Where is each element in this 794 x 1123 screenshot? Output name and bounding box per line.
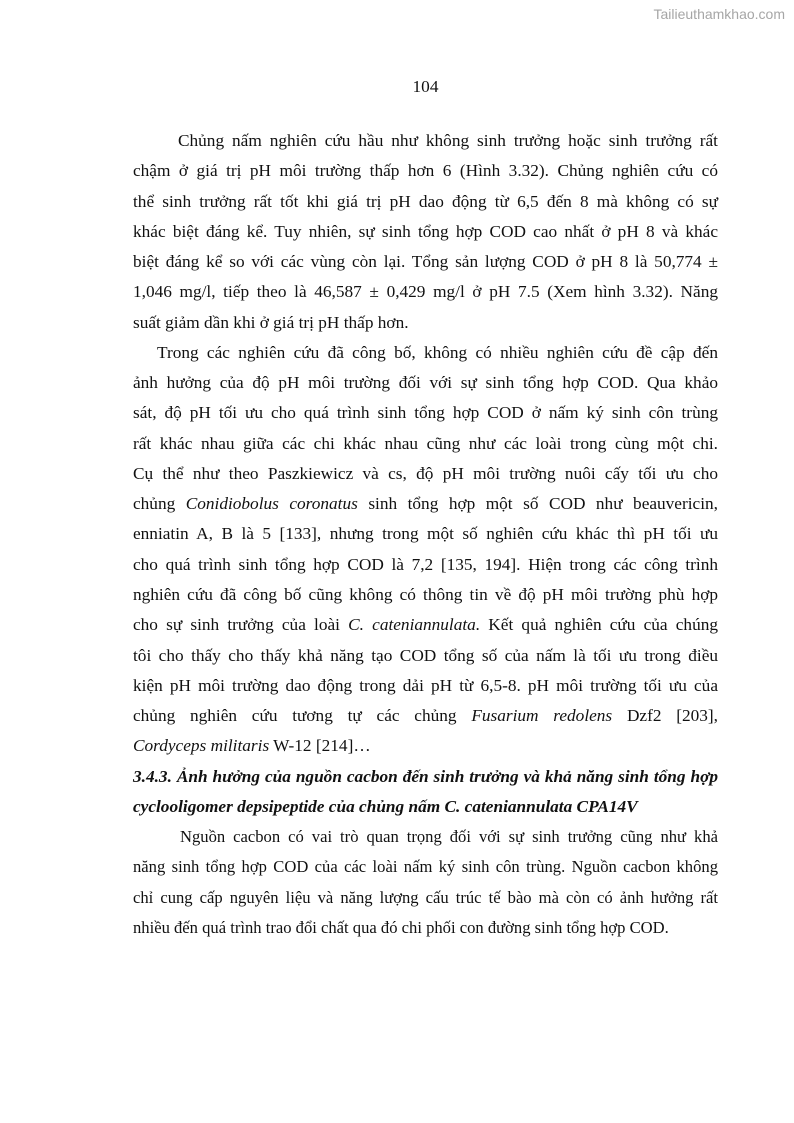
text-segment: chủng xyxy=(133,494,186,514)
text-line: khác biệt đáng kể. Tuy nhiên, sự sinh tổng hợp COD cao nhất ở pH 8 và khác xyxy=(133,221,718,241)
text-line xyxy=(133,489,718,519)
italic-term: C. cateniannulata. xyxy=(348,615,481,635)
paragraph-ph-literature xyxy=(133,338,718,762)
text-line xyxy=(133,610,718,640)
text-line: ảnh hưởng của độ pH môi trường đối với sự sinh tổng hợp COD. Qua khảo xyxy=(133,373,718,393)
text-line: cyclooligomer depsipeptide của chủng nấm C. cateniannulata CPA14V xyxy=(133,796,638,816)
text-line xyxy=(133,731,718,761)
text-line: cho quá trình sinh tổng hợp COD là 7,2 [135, 194]. Hiện trong các công trình xyxy=(133,554,718,574)
text-line: thể sinh trưởng rất tốt khi giá trị pH dao động từ 6,5 đến 8 mà không có sự xyxy=(133,191,718,211)
text-line: Cụ thể như theo Paszkiewicz và cs, độ pH môi trường nuôi cấy tối ưu cho xyxy=(133,463,718,483)
italic-term: Fusarium redolens xyxy=(471,706,613,726)
text-segment: chủng nghiên cứu tương tự các chủng xyxy=(133,706,472,726)
italic-term: Cordyceps militaris xyxy=(133,736,270,756)
text-line: biệt đáng kể so với các vùng còn lại. Tổng sản lượng COD ở pH 8 là 50,774 ± xyxy=(133,252,718,272)
text-line: enniatin A, B là 5 [133], nhưng trong một số nghiên cứu khác thì pH tối ưu xyxy=(133,524,718,544)
text-line xyxy=(133,701,718,731)
section-heading-3-4-3 xyxy=(133,762,718,823)
body-text xyxy=(133,126,718,943)
text-line: năng sinh tổng hợp COD của các loài nấm ký sinh côn trùng. Nguồn cacbon không xyxy=(133,857,718,877)
text-line: sát, độ pH tối ưu cho quá trình sinh tổng hợp COD ở nấm ký sinh côn trùng xyxy=(133,403,718,423)
text-line: Chủng nấm nghiên cứu hầu như không sinh trưởng hoặc sinh trưởng rất xyxy=(178,131,718,150)
text-line: rất khác nhau giữa các chi khác nhau cũng như các loài trong cùng một chi. xyxy=(133,433,718,453)
text-line: chỉ cung cấp nguyên liệu và năng lượng cấu trúc tế bào mà còn có ảnh hưởng rất xyxy=(133,887,718,907)
text-line: tôi cho thấy cho thấy khả năng tạo COD tổng số của nấm là tối ưu trong điều xyxy=(133,645,718,665)
text-segment: cho sự sinh trưởng của loài xyxy=(133,615,349,635)
paragraph-carbon-source xyxy=(133,822,718,943)
page-number: 104 xyxy=(412,77,439,96)
text-segment: W-12 [214]… xyxy=(269,736,371,756)
text-line: 1,046 mg/l, tiếp theo là 46,587 ± 0,429 mg/l ở pH 7.5 (Xem hình 3.32). Năng xyxy=(133,282,718,302)
text-line: 3.4.3. Ảnh hưởng của nguồn cacbon đến sinh trưởng và khả năng sinh tổng hợp xyxy=(133,766,718,786)
text-segment: Kết quả nghiên cứu của chúng xyxy=(480,615,718,635)
text-line: nhiều đến quá trình trao đổi chất qua đó chi phối con đường sinh tổng hợp COD. xyxy=(133,917,669,937)
text-line: kiện pH môi trường dao động trong dải pH từ 6,5-8. pH môi trường tối ưu của xyxy=(133,675,718,695)
italic-term: Conidiobolus coronatus xyxy=(185,494,358,514)
watermark: Tailieuthamkhao.com xyxy=(653,6,785,22)
text-line: chậm ở giá trị pH môi trường thấp hơn 6 (Hình 3.32). Chủng nghiên cứu có xyxy=(133,161,718,181)
text-segment: sinh tổng hợp một số COD như beauvericin, xyxy=(357,494,718,514)
text-line: Trong các nghiên cứu đã công bố, không có nhiều nghiên cứu đề cập đến xyxy=(157,342,718,362)
text-line: suất giảm dần khi ở giá trị pH thấp hơn. xyxy=(133,312,409,332)
text-segment: Dzf2 [203], xyxy=(612,706,719,726)
text-line: nghiên cứu đã công bố cũng không có thông tin về độ pH môi trường phù hợp xyxy=(133,584,718,604)
text-line: Nguồn cacbon có vai trò quan trọng đối với sự sinh trưởng cũng như khả xyxy=(180,827,718,847)
paragraph-ph-growth xyxy=(133,126,718,338)
